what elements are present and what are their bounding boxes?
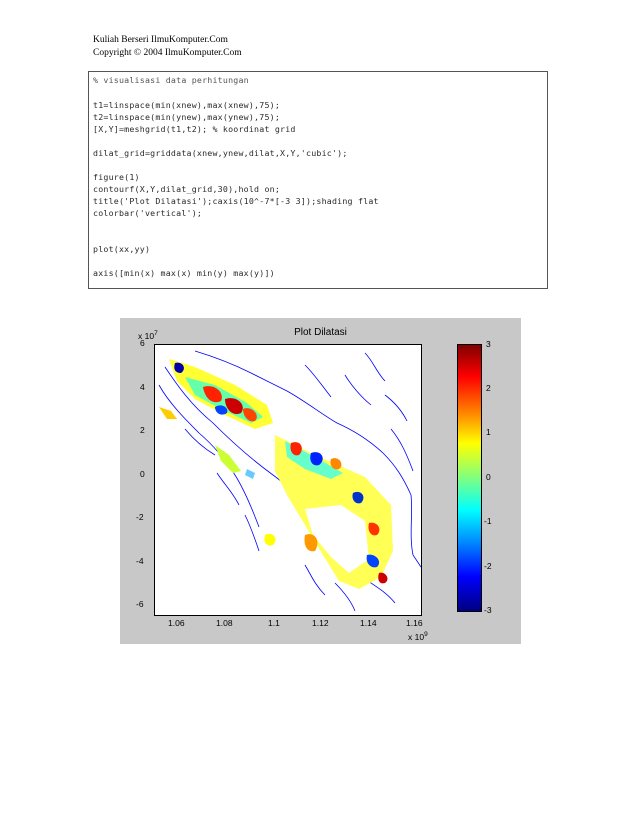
y-tick-label: -2 [136,512,144,522]
y-tick-label: 0 [140,469,145,479]
header-line-1: Kuliah Berseri IlmuKomputer.Com [93,35,228,45]
colorbar-tick-label: -1 [484,516,492,526]
colorbar-tick-label: -3 [484,605,492,615]
code-line: figure(1) [93,172,140,182]
code-line: [X,Y]=meshgrid(t1,t2); % koordinat grid [93,124,296,134]
code-line: axis([min(x) max(x) min(y) max(y)]) [93,268,275,278]
y-tick-label: 4 [140,382,145,392]
chart-title: Plot Dilatasi [294,327,347,338]
y-multiplier-label: x $10^7$ [138,330,158,341]
colorbar-tick-label: 1 [486,427,491,437]
code-line: plot(xx,yy) [93,244,151,254]
x-tick-label: 1.12 [312,618,329,628]
y-tick-label: -6 [136,599,144,609]
code-line: t1=linspace(min(xnew),max(xnew),75); [93,100,281,110]
code-line: title('Plot Dilatasi');caxis(10^-7*[-3 3]);shading flat [93,196,379,206]
header-line-2: Copyright © 2004 IlmuKomputer.Com [93,47,242,58]
x-multiplier-label: x $10^9$ [408,631,428,642]
dilatation-map [155,345,422,616]
colorbar-tick-label: 0 [486,472,491,482]
page-header [93,34,242,59]
x-tick-label: 1.06 [168,618,185,628]
x-tick-label: 1.1 [268,618,280,628]
y-tick-label: 2 [140,425,145,435]
plot-area [154,344,422,616]
code-block [88,71,548,289]
code-line: t2=linspace(min(ynew),max(ynew),75); [93,112,281,122]
y-tick-label: -4 [136,556,144,566]
code-line: colorbar('vertical'); [93,208,203,218]
colorbar-tick-label: 2 [486,383,491,393]
y-tick-label: 6 [140,338,145,348]
code-line: dilat_grid=griddata(xnew,ynew,dilat,X,Y,'cubic'); [93,148,348,158]
colorbar-tick-label: 3 [486,339,491,349]
x-tick-label: 1.08 [216,618,233,628]
code-line: % visualisasi data perhitungan [93,75,249,85]
code-line: contourf(X,Y,dilat_grid,30),hold on; [93,184,281,194]
x-tick-label: 1.14 [360,618,377,628]
x-tick-label: 1.16 [406,618,423,628]
contour-fill [159,359,393,589]
colorbar-tick-label: -2 [484,561,492,571]
colorbar [457,344,482,612]
figure-window [120,318,521,644]
